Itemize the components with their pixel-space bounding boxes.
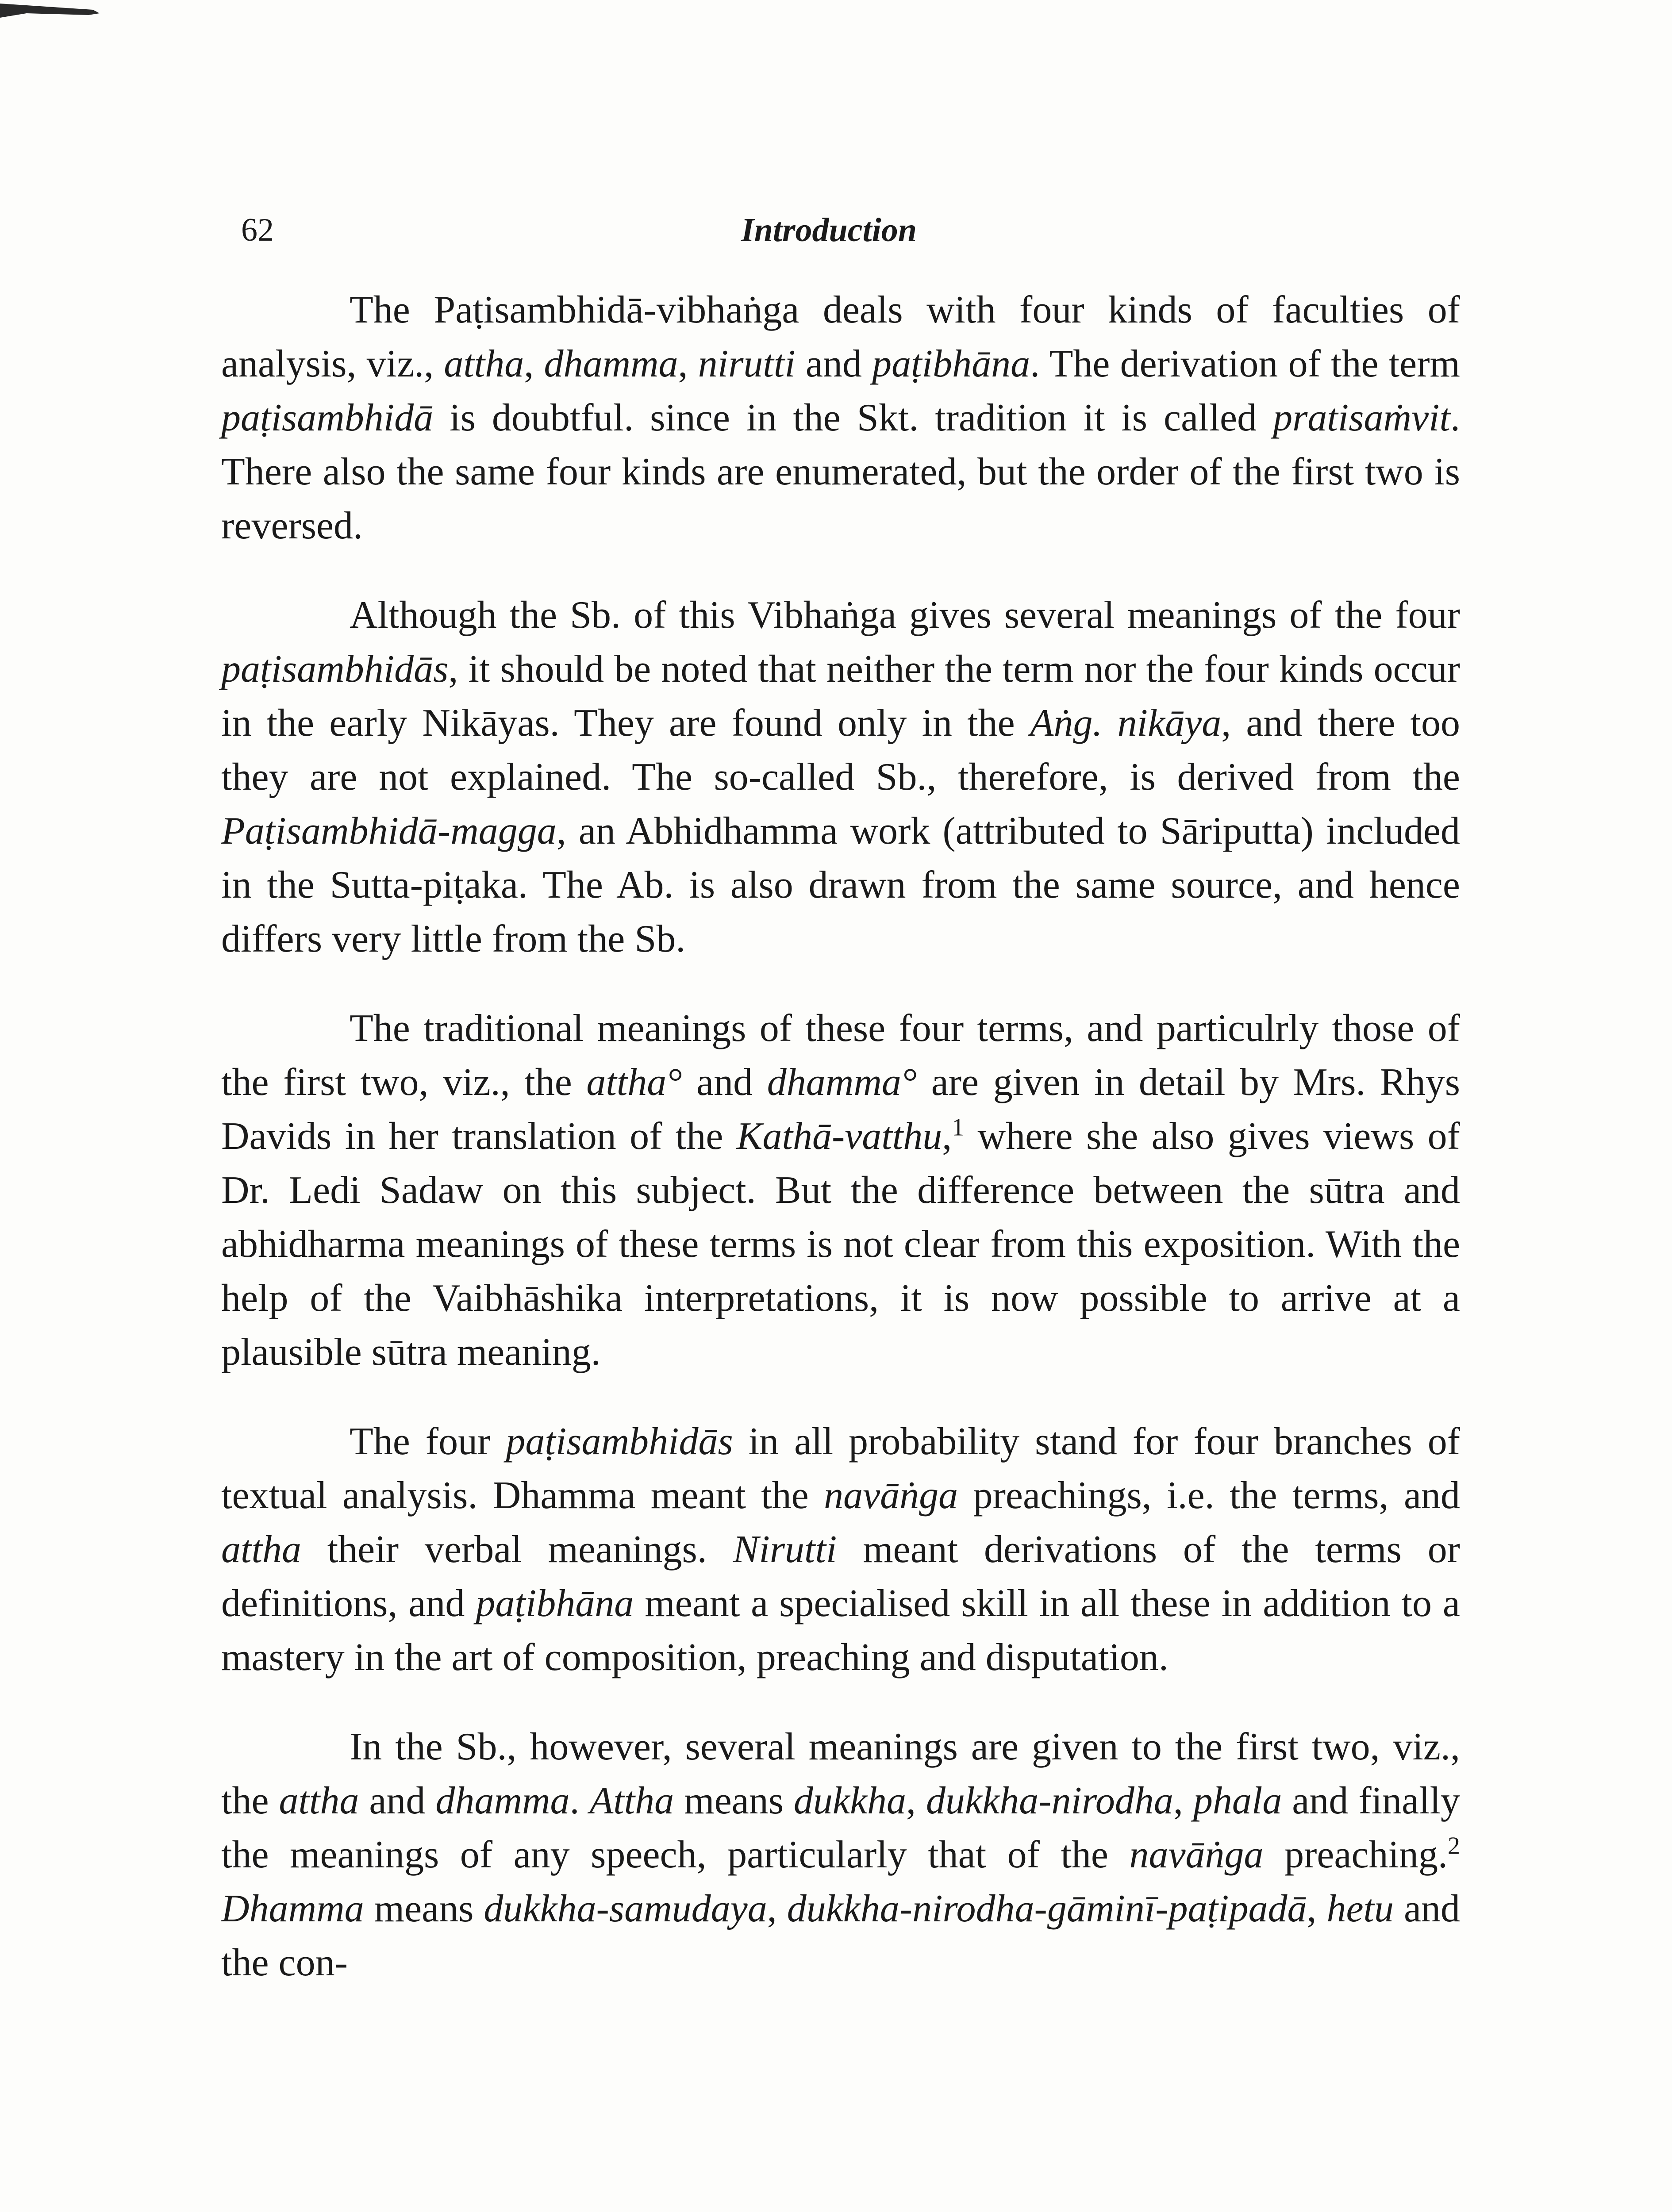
text-run: , (524, 342, 544, 385)
text-run: , it should be noted that neither the term nor the four kinds occur in the early Nikāyas. They are found only in the (221, 648, 1460, 745)
body-text (221, 283, 1460, 2025)
text-run: . (569, 1779, 590, 1822)
text-run: meant derivations of the terms or definitions, and (221, 1528, 1460, 1625)
italic-term: dukkha-nirodha (926, 1779, 1173, 1822)
text-run: , (767, 1887, 787, 1930)
paragraph (221, 283, 1460, 553)
paragraph (221, 1720, 1460, 1990)
text-run: meant a specialised skill in all these in addition to a mastery in the art of composition, preaching and disputation. (221, 1582, 1460, 1679)
text-run: preachings, i.e. the terms, and (958, 1474, 1460, 1517)
text-run: , and there too they are not explained. The so-called Sb., therefore, is derived from the (221, 702, 1461, 799)
footnote-marker: 1 (952, 1114, 965, 1141)
text-run: , an Abhidhamma work (attributed to Sāriputta) included in the Sutta-piṭaka. The Ab. is also drawn from the same source, and hence differs very little from the Sb. (221, 810, 1460, 960)
text-run: means (674, 1779, 794, 1822)
page-header (241, 208, 1436, 261)
paragraph (221, 1002, 1460, 1379)
italic-term: dukkha-nirodha-gāminī-paṭipadā (787, 1887, 1307, 1930)
italic-term: paṭisambhidās (506, 1420, 733, 1463)
text-run: is doubtful. since in the Skt. tradition it is called (433, 396, 1273, 439)
italic-term: dhamma (435, 1779, 570, 1822)
text-run: where she also gives views of Dr. Ledi Sadaw on this subject. But the difference between the sūtra and abhidharma meanings of these terms is not clear from this exposition. With the help of the Vaibhāshika interpretations, it is now possible to arrive at a plausible sūtra meaning. (221, 1115, 1460, 1374)
text-run: . There also the same four kinds are enumerated, but the order of the first two is reversed. (221, 396, 1460, 547)
italic-term: navāṅga (824, 1474, 958, 1517)
page-number: 62 (241, 212, 274, 248)
text-run: and (682, 1061, 767, 1104)
text-run: in all probability stand for four branches of textual analysis. Dhamma meant the (221, 1420, 1460, 1517)
italic-term: dukkha-samudaya (484, 1887, 767, 1930)
paragraph (221, 1415, 1460, 1685)
text-run: their verbal meanings. (301, 1528, 733, 1571)
text-run: , (678, 342, 698, 385)
italic-term: dhamma° (767, 1061, 917, 1104)
italic-term: dukkha (793, 1779, 907, 1822)
footnote-marker: 2 (1448, 1832, 1461, 1860)
text-run: The four (350, 1420, 506, 1463)
text-run: and the con- (221, 1887, 1461, 1984)
italic-term: dhamma (544, 342, 678, 385)
italic-term: nirutti (698, 342, 796, 385)
italic-term: attha° (586, 1061, 682, 1104)
text-run: , (1307, 1887, 1327, 1930)
text-run: , (1173, 1779, 1193, 1822)
text-run: and (795, 342, 873, 385)
text-run: are given in detail by Mrs. Rhys Davids in her translation of the (221, 1061, 1460, 1158)
text-run: means (364, 1887, 484, 1930)
italic-term: Aṅg. nikāya (1030, 702, 1222, 745)
italic-term: Attha (589, 1779, 674, 1822)
text-run: Although the Sb. of this Vibhaṅga gives several meanings of the four (350, 594, 1460, 637)
italic-term: paṭibhāna (476, 1582, 634, 1625)
text-run: , (906, 1779, 926, 1822)
scan-corner-mark (0, 0, 102, 31)
italic-term: phala (1193, 1779, 1282, 1822)
italic-term: attha (221, 1528, 301, 1571)
italic-term: paṭibhāna (872, 342, 1030, 385)
running-head: Introduction (741, 211, 917, 249)
text-run: . The derivation of the term (1030, 342, 1460, 385)
italic-term: attha (444, 342, 524, 385)
text-run: In the Sb., however, several meanings are given to the first two, viz., the (221, 1725, 1460, 1822)
italic-term: paṭisambhidā (221, 396, 434, 439)
text-run: The Paṭisambhidā-vibhaṅga deals with four kinds of faculties of analysis, viz., (221, 288, 1460, 385)
text-run: and (359, 1779, 436, 1822)
italic-term: Dhamma (221, 1887, 364, 1930)
text-run: preaching. (1263, 1833, 1448, 1876)
text-run: and finally the meanings of any speech, particularly that of the (221, 1779, 1461, 1876)
italic-term: navāṅga (1129, 1833, 1264, 1876)
italic-term: hetu (1326, 1887, 1394, 1930)
italic-term: attha (279, 1779, 359, 1822)
text-run: The traditional meanings of these four terms, and particulrly those of the first two, viz., the (221, 1007, 1460, 1104)
paragraph (221, 588, 1460, 966)
italic-term: pratisaṁvit (1273, 396, 1450, 439)
italic-term: Paṭisambhidā-magga (221, 810, 557, 853)
italic-term: Kathā-vatthu (736, 1115, 942, 1158)
text-run: , (942, 1115, 952, 1158)
italic-term: paṭisambhidās (221, 648, 449, 691)
italic-term: Nirutti (733, 1528, 837, 1571)
